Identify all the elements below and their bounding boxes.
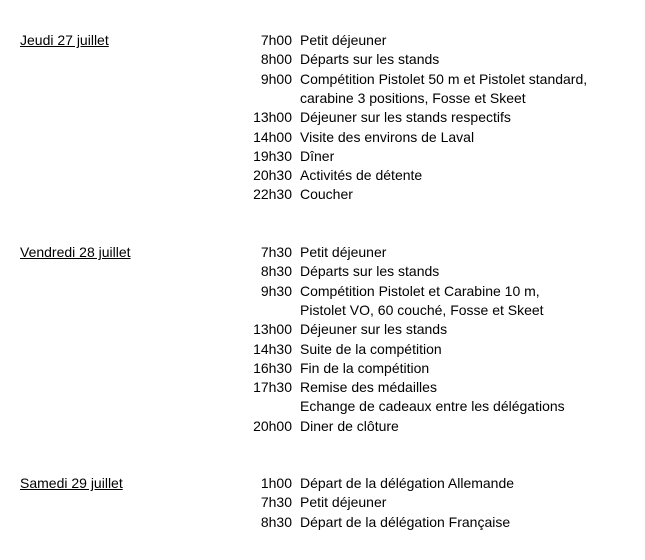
schedule-event: Activités de détente	[300, 167, 423, 184]
schedule-time: 8h30	[260, 513, 292, 530]
schedule-event: Déjeuner sur les stands	[300, 321, 448, 338]
schedule-time: 14h00	[253, 128, 292, 145]
schedule-event: Compétition Pistolet et Carabine 10 m,	[300, 282, 540, 299]
schedule-event: Pistolet VO, 60 couché, Fosse et Skeet	[300, 301, 544, 318]
day-heading: Vendredi 28 juillet	[20, 244, 131, 260]
schedule-time: 7h30	[260, 244, 292, 260]
schedule-time: 8h00	[260, 51, 292, 68]
schedule-event: Remise des médailles	[300, 379, 437, 396]
schedule-event: Diner de clôture	[300, 417, 399, 434]
schedule-time: 7h00	[260, 32, 292, 48]
schedule-event: Dîner	[300, 147, 335, 164]
schedule-event: Compétition Pistolet 50 m et Pistolet standard,	[300, 70, 588, 87]
schedule-event: Petit déjeuner	[300, 494, 387, 511]
schedule-event: Départs sur les stands	[300, 51, 440, 68]
schedule-event: Fin de la compétition	[300, 359, 430, 376]
schedule-event: Départ de la délégation Allemande	[300, 475, 515, 491]
schedule-time: 14h30	[253, 340, 292, 357]
schedule-time: 17h30	[253, 379, 292, 396]
schedule-event: carabine 3 positions, Fosse et Skeet	[300, 89, 526, 106]
schedule-time: 20h30	[253, 167, 292, 184]
schedule-time: 16h30	[253, 359, 292, 376]
schedule-event: Coucher	[300, 186, 353, 203]
schedule-event: Visite des environs de Laval	[300, 128, 475, 145]
schedule-time: 9h00	[260, 70, 292, 87]
day-heading: Samedi 29 juillet	[20, 475, 123, 491]
schedule-time: 13h00	[253, 321, 292, 338]
schedule-time: 13h00	[253, 109, 292, 126]
schedule-event: Petit déjeuner	[300, 244, 387, 260]
day-heading: Jeudi 27 juillet	[20, 32, 109, 48]
schedule-time: 20h00	[253, 417, 292, 434]
schedule-time: 19h30	[253, 147, 292, 164]
schedule-time: 7h30	[260, 494, 292, 511]
schedule-event: Petit déjeuner	[300, 32, 387, 48]
schedule-event: Départs sur les stands	[300, 263, 440, 280]
schedule-event: Départ de la délégation Française	[300, 513, 511, 530]
schedule-event: Déjeuner sur les stands respectifs	[300, 109, 511, 126]
schedule-time: 22h30	[253, 186, 292, 203]
schedule-time: 8h30	[260, 263, 292, 280]
schedule-event: Echange de cadeaux entre les délégations	[300, 398, 565, 415]
schedule-time: 1h00	[260, 475, 292, 491]
schedule-event: Suite de la compétition	[300, 340, 442, 357]
schedule-time: 9h30	[260, 282, 292, 299]
